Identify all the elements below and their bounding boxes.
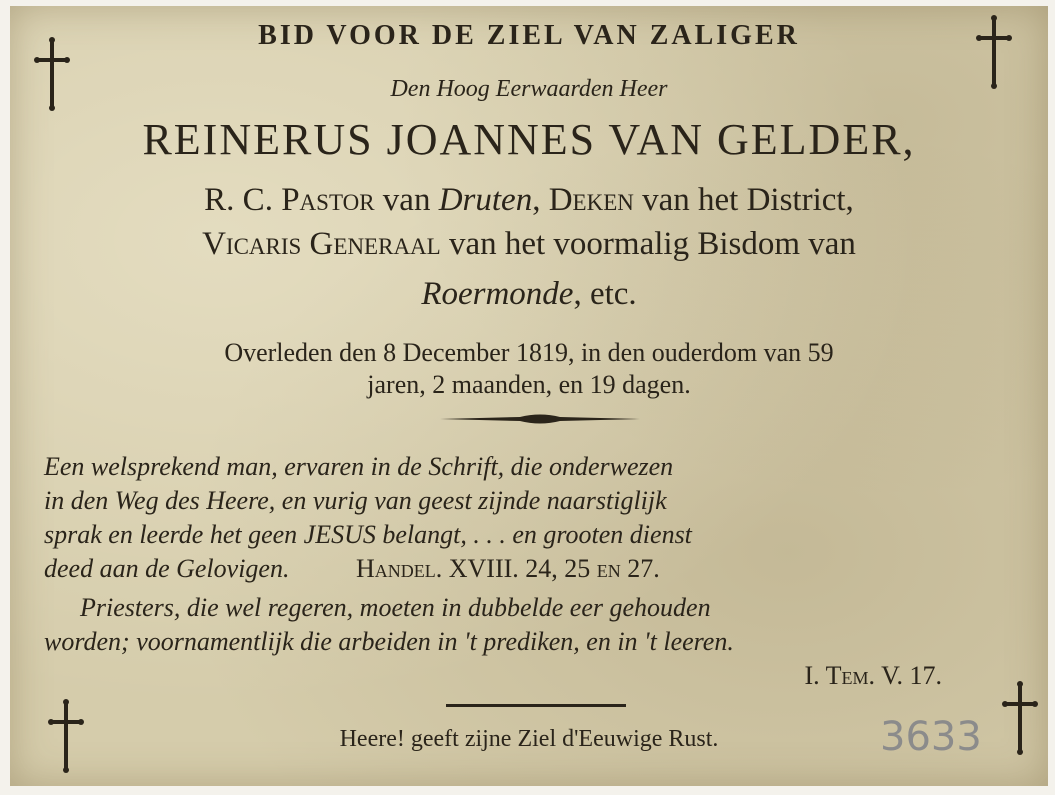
title-text: , etc. (573, 276, 637, 312)
scripture-quote-2 (44, 593, 1034, 695)
title-text: Vicaris Generaal (202, 226, 441, 262)
title-text: Deken (548, 182, 634, 218)
quote-line: in den Weg des Heere, en vurig van geest zijnde naarstiglijk (44, 486, 667, 515)
title-text: R. C. (204, 182, 282, 218)
age-line: jaren, 2 maanden, en 19 dagen. (367, 370, 691, 399)
quote-line (44, 554, 1034, 588)
memorial-card (10, 6, 1048, 786)
quote-text: deed aan de Gelovigen. (44, 554, 290, 583)
scripture-reference: I. Tem. V. 17. (804, 661, 942, 690)
scripture-quote-1 (44, 452, 1034, 588)
title-line-3 (10, 276, 1048, 313)
death-date-line: Overleden den 8 December 1819, in den ouderdom van 59 (224, 338, 834, 367)
title-text: Pastor (281, 182, 375, 218)
quote-line: Priesters, die wel regeren, moeten in dubbelde eer gehouden (80, 593, 711, 622)
title-line-1 (10, 182, 1048, 219)
closing-prayer: Heere! geeft zijne Ziel d'Eeuwige Rust. (339, 726, 719, 752)
title-text: Roermonde (421, 276, 574, 312)
title-text: van het District, (633, 182, 854, 218)
title-line-2 (10, 226, 1048, 263)
catalog-number: 3633 (880, 714, 982, 760)
title-text: , (532, 182, 549, 218)
quote-line: sprak en leerde het geen JESUS belangt, . . . en grooten dienst (44, 520, 692, 549)
prayer-header: BID VOOR DE ZIEL VAN ZALIGER (258, 20, 800, 51)
ornamental-rule (440, 410, 640, 428)
title-text: van (374, 182, 439, 218)
title-text: Druten (438, 182, 533, 218)
quote-line: worden; voornamentlijk die arbeiden in 't prediken, en in 't leeren. (44, 627, 734, 656)
honorific: Den Hoog Eerwaarden Heer (390, 76, 668, 102)
scripture-reference: Handel. XVIII. 24, 25 en 27. (355, 554, 660, 583)
quote-line: Een welsprekend man, ervaren in de Schrift, die onderwezen (44, 452, 674, 481)
deceased-name: REINERUS JOANNES VAN GELDER, (142, 115, 916, 164)
divider (446, 704, 626, 707)
title-text: van het voormalig Bisdom van (440, 226, 856, 262)
